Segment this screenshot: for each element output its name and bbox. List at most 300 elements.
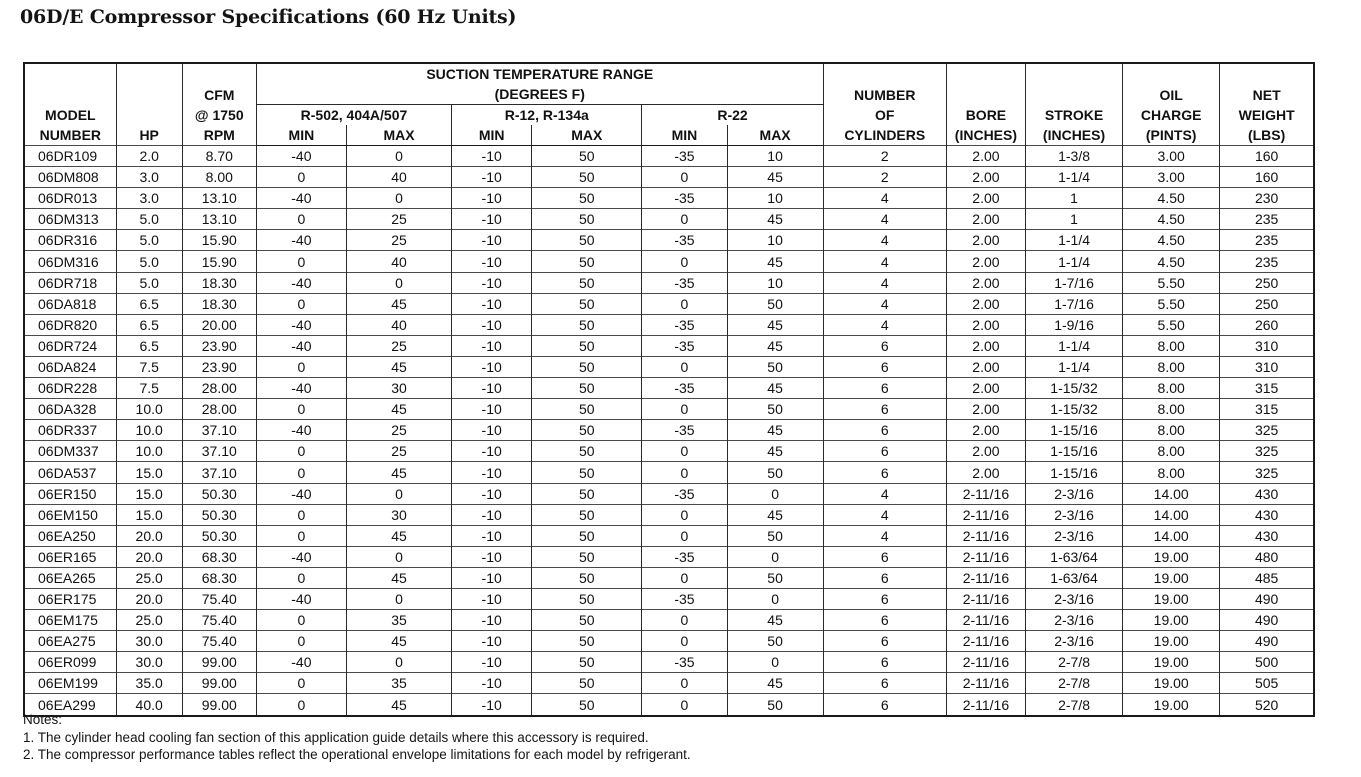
cell-r502-min: 0 bbox=[256, 209, 346, 230]
cell-net-weight: 490 bbox=[1220, 631, 1314, 652]
cell-stroke: 2-3/16 bbox=[1025, 483, 1122, 504]
cell-model: 06EM199 bbox=[24, 673, 116, 694]
cell-hp: 6.5 bbox=[116, 335, 182, 356]
cell-r22-min: 0 bbox=[642, 251, 727, 272]
cell-bore: 2.00 bbox=[946, 230, 1025, 251]
header-cylinders bbox=[823, 63, 946, 146]
cell-cylinders: 6 bbox=[823, 673, 946, 694]
cell-r12-max: 50 bbox=[532, 462, 642, 483]
cell-r502-min: -40 bbox=[256, 230, 346, 251]
header-group-r12: R-12, R-134a bbox=[452, 105, 642, 126]
cell-r502-min: -40 bbox=[256, 378, 346, 399]
cell-model: 06EM175 bbox=[24, 610, 116, 631]
cell-r12-min: -10 bbox=[452, 504, 532, 525]
cell-bore: 2.00 bbox=[946, 167, 1025, 188]
cell-r12-min: -10 bbox=[452, 272, 532, 293]
cell-r502-max: 0 bbox=[346, 652, 451, 673]
cell-model: 06DM316 bbox=[24, 251, 116, 272]
cell-cylinders: 4 bbox=[823, 230, 946, 251]
cell-net-weight: 235 bbox=[1220, 251, 1314, 272]
cell-r12-max: 50 bbox=[532, 567, 642, 588]
table-header bbox=[24, 63, 1314, 146]
header-oil-line2: CHARGE bbox=[1140, 107, 1202, 123]
cell-r502-max: 40 bbox=[346, 167, 451, 188]
cell-hp: 15.0 bbox=[116, 462, 182, 483]
cell-stroke: 1 bbox=[1025, 209, 1122, 230]
cell-r12-min: -10 bbox=[452, 146, 532, 167]
cell-net-weight: 325 bbox=[1220, 462, 1314, 483]
cell-r502-min: 0 bbox=[256, 694, 346, 716]
cell-oil-charge: 5.50 bbox=[1123, 314, 1220, 335]
header-suction-line2: (DEGREES F) bbox=[494, 86, 585, 102]
table-row bbox=[24, 251, 1314, 272]
cell-cylinders: 6 bbox=[823, 610, 946, 631]
cell-r502-min: 0 bbox=[256, 399, 346, 420]
cell-stroke: 2-3/16 bbox=[1025, 504, 1122, 525]
header-stroke-line2: (INCHES) bbox=[1042, 127, 1106, 143]
header-min: MIN bbox=[642, 125, 727, 146]
cell-cfm: 75.40 bbox=[182, 610, 256, 631]
cell-r12-max: 50 bbox=[532, 251, 642, 272]
cell-r502-max: 45 bbox=[346, 631, 451, 652]
cell-r12-min: -10 bbox=[452, 462, 532, 483]
cell-cylinders: 4 bbox=[823, 251, 946, 272]
cell-r22-min: 0 bbox=[642, 567, 727, 588]
cell-r502-max: 30 bbox=[346, 378, 451, 399]
cell-oil-charge: 19.00 bbox=[1123, 631, 1220, 652]
cell-stroke: 1-63/64 bbox=[1025, 567, 1122, 588]
cell-r502-min: 0 bbox=[256, 673, 346, 694]
cell-stroke: 2-3/16 bbox=[1025, 588, 1122, 609]
cell-r12-min: -10 bbox=[452, 652, 532, 673]
cell-model: 06DR718 bbox=[24, 272, 116, 293]
cell-cfm: 75.40 bbox=[182, 631, 256, 652]
cell-cfm: 18.30 bbox=[182, 272, 256, 293]
cell-model: 06DA824 bbox=[24, 356, 116, 377]
cell-oil-charge: 19.00 bbox=[1123, 546, 1220, 567]
table-row bbox=[24, 146, 1314, 167]
cell-r502-min: 0 bbox=[256, 441, 346, 462]
header-weight-line1: NET bbox=[1252, 87, 1281, 103]
cell-oil-charge: 14.00 bbox=[1123, 525, 1220, 546]
header-min: MIN bbox=[452, 125, 532, 146]
cell-cfm: 15.90 bbox=[182, 230, 256, 251]
cell-net-weight: 250 bbox=[1220, 272, 1314, 293]
cell-model: 06EA265 bbox=[24, 567, 116, 588]
cell-cylinders: 6 bbox=[823, 694, 946, 716]
cell-r502-min: -40 bbox=[256, 146, 346, 167]
cell-r502-min: 0 bbox=[256, 167, 346, 188]
cell-net-weight: 310 bbox=[1220, 356, 1314, 377]
cell-stroke: 1-15/32 bbox=[1025, 399, 1122, 420]
cell-cylinders: 4 bbox=[823, 525, 946, 546]
header-cylinders-line1: NUMBER bbox=[854, 87, 916, 103]
cell-stroke: 1-15/32 bbox=[1025, 378, 1122, 399]
cell-oil-charge: 5.50 bbox=[1123, 293, 1220, 314]
cell-r502-max: 40 bbox=[346, 251, 451, 272]
cell-r12-max: 50 bbox=[532, 652, 642, 673]
cell-stroke: 2-3/16 bbox=[1025, 525, 1122, 546]
cell-r22-max: 45 bbox=[727, 378, 823, 399]
header-stroke-line1: STROKE bbox=[1044, 107, 1104, 123]
cell-r22-min: -35 bbox=[642, 588, 727, 609]
cell-r502-max: 45 bbox=[346, 567, 451, 588]
cell-r502-max: 40 bbox=[346, 314, 451, 335]
cell-cfm: 68.30 bbox=[182, 546, 256, 567]
cell-bore: 2-11/16 bbox=[946, 694, 1025, 716]
table-row bbox=[24, 293, 1314, 314]
header-max: MAX bbox=[346, 125, 451, 146]
cell-cylinders: 6 bbox=[823, 588, 946, 609]
cell-r22-min: 0 bbox=[642, 631, 727, 652]
cell-r22-max: 45 bbox=[727, 167, 823, 188]
cell-cylinders: 6 bbox=[823, 567, 946, 588]
cell-stroke: 2-3/16 bbox=[1025, 610, 1122, 631]
cell-r22-max: 50 bbox=[727, 567, 823, 588]
cell-r22-min: 0 bbox=[642, 673, 727, 694]
table-row bbox=[24, 230, 1314, 251]
cell-r12-max: 50 bbox=[532, 420, 642, 441]
cell-r22-min: -35 bbox=[642, 335, 727, 356]
cell-r12-max: 50 bbox=[532, 272, 642, 293]
cell-r12-min: -10 bbox=[452, 525, 532, 546]
table-row bbox=[24, 567, 1314, 588]
cell-model: 06DA818 bbox=[24, 293, 116, 314]
cell-hp: 5.0 bbox=[116, 272, 182, 293]
cell-oil-charge: 3.00 bbox=[1123, 167, 1220, 188]
cell-stroke: 1-15/16 bbox=[1025, 462, 1122, 483]
cell-bore: 2-11/16 bbox=[946, 525, 1025, 546]
cell-stroke: 1-7/16 bbox=[1025, 272, 1122, 293]
cell-cfm: 99.00 bbox=[182, 694, 256, 716]
cell-bore: 2.00 bbox=[946, 209, 1025, 230]
cell-hp: 10.0 bbox=[116, 399, 182, 420]
cell-r502-min: -40 bbox=[256, 546, 346, 567]
cell-r22-min: -35 bbox=[642, 314, 727, 335]
cell-cfm: 37.10 bbox=[182, 441, 256, 462]
cell-stroke: 1 bbox=[1025, 188, 1122, 209]
cell-cylinders: 6 bbox=[823, 462, 946, 483]
compressor-spec-table bbox=[23, 62, 1315, 717]
cell-r12-min: -10 bbox=[452, 335, 532, 356]
cell-r22-max: 45 bbox=[727, 610, 823, 631]
table-row bbox=[24, 483, 1314, 504]
cell-r502-min: -40 bbox=[256, 652, 346, 673]
cell-model: 06ER150 bbox=[24, 483, 116, 504]
cell-bore: 2.00 bbox=[946, 251, 1025, 272]
cell-stroke: 1-15/16 bbox=[1025, 441, 1122, 462]
cell-r22-min: -35 bbox=[642, 378, 727, 399]
cell-cfm: 68.30 bbox=[182, 567, 256, 588]
cell-cfm: 20.00 bbox=[182, 314, 256, 335]
cell-bore: 2.00 bbox=[946, 335, 1025, 356]
table-row bbox=[24, 188, 1314, 209]
cell-model: 06EA250 bbox=[24, 525, 116, 546]
cell-net-weight: 160 bbox=[1220, 146, 1314, 167]
cell-r22-max: 50 bbox=[727, 694, 823, 716]
cell-r502-max: 25 bbox=[346, 441, 451, 462]
cell-net-weight: 315 bbox=[1220, 378, 1314, 399]
cell-cfm: 23.90 bbox=[182, 356, 256, 377]
cell-stroke: 1-7/16 bbox=[1025, 293, 1122, 314]
cell-r22-min: -35 bbox=[642, 272, 727, 293]
cell-r502-max: 45 bbox=[346, 399, 451, 420]
cell-net-weight: 430 bbox=[1220, 504, 1314, 525]
cell-r502-min: 0 bbox=[256, 525, 346, 546]
cell-r22-max: 0 bbox=[727, 588, 823, 609]
cell-r22-max: 10 bbox=[727, 230, 823, 251]
cell-r12-max: 50 bbox=[532, 209, 642, 230]
table-row bbox=[24, 420, 1314, 441]
cell-r22-min: 0 bbox=[642, 209, 727, 230]
cell-r502-max: 0 bbox=[346, 146, 451, 167]
cell-oil-charge: 8.00 bbox=[1123, 335, 1220, 356]
cell-cfm: 13.10 bbox=[182, 188, 256, 209]
header-model-line2: NUMBER bbox=[39, 127, 102, 143]
cell-r22-max: 50 bbox=[727, 462, 823, 483]
cell-r502-min: -40 bbox=[256, 420, 346, 441]
cell-r502-max: 0 bbox=[346, 483, 451, 504]
cell-net-weight: 325 bbox=[1220, 441, 1314, 462]
cell-r22-max: 45 bbox=[727, 335, 823, 356]
cell-cfm: 28.00 bbox=[182, 399, 256, 420]
cell-r12-min: -10 bbox=[452, 399, 532, 420]
cell-cylinders: 6 bbox=[823, 420, 946, 441]
cell-oil-charge: 19.00 bbox=[1123, 652, 1220, 673]
cell-cylinders: 6 bbox=[823, 399, 946, 420]
cell-oil-charge: 4.50 bbox=[1123, 188, 1220, 209]
table-body bbox=[24, 146, 1314, 716]
cell-r22-max: 10 bbox=[727, 272, 823, 293]
cell-stroke: 1-1/4 bbox=[1025, 167, 1122, 188]
cell-r12-min: -10 bbox=[452, 610, 532, 631]
cell-cylinders: 2 bbox=[823, 146, 946, 167]
cell-oil-charge: 5.50 bbox=[1123, 272, 1220, 293]
cell-r22-max: 0 bbox=[727, 546, 823, 567]
cell-bore: 2-11/16 bbox=[946, 483, 1025, 504]
header-cfm-line2: @ 1750 bbox=[194, 107, 244, 123]
cell-bore: 2-11/16 bbox=[946, 610, 1025, 631]
table-row bbox=[24, 546, 1314, 567]
cell-r22-max: 50 bbox=[727, 399, 823, 420]
header-cylinders-line2: OF bbox=[875, 107, 895, 123]
header-oil-charge bbox=[1123, 63, 1220, 146]
cell-r22-max: 50 bbox=[727, 356, 823, 377]
cell-r502-min: 0 bbox=[256, 610, 346, 631]
cell-model: 06ER165 bbox=[24, 546, 116, 567]
cell-cfm: 50.30 bbox=[182, 525, 256, 546]
cell-net-weight: 260 bbox=[1220, 314, 1314, 335]
cell-r22-max: 45 bbox=[727, 504, 823, 525]
cell-cfm: 8.00 bbox=[182, 167, 256, 188]
table-row bbox=[24, 167, 1314, 188]
cell-model: 06ER175 bbox=[24, 588, 116, 609]
cell-r502-min: 0 bbox=[256, 356, 346, 377]
header-model bbox=[24, 63, 116, 146]
cell-hp: 7.5 bbox=[116, 356, 182, 377]
cell-r502-max: 35 bbox=[346, 673, 451, 694]
cell-bore: 2.00 bbox=[946, 146, 1025, 167]
cell-bore: 2-11/16 bbox=[946, 652, 1025, 673]
cell-r502-min: 0 bbox=[256, 251, 346, 272]
cell-r12-max: 50 bbox=[532, 546, 642, 567]
cell-r502-max: 25 bbox=[346, 209, 451, 230]
table-row bbox=[24, 631, 1314, 652]
cell-net-weight: 315 bbox=[1220, 399, 1314, 420]
cell-bore: 2.00 bbox=[946, 293, 1025, 314]
cell-stroke: 1-3/8 bbox=[1025, 146, 1122, 167]
cell-r22-max: 45 bbox=[727, 673, 823, 694]
cell-r22-min: -35 bbox=[642, 483, 727, 504]
cell-r502-min: -40 bbox=[256, 188, 346, 209]
table-row bbox=[24, 652, 1314, 673]
cell-hp: 35.0 bbox=[116, 673, 182, 694]
cell-r12-max: 50 bbox=[532, 167, 642, 188]
cell-model: 06DM337 bbox=[24, 441, 116, 462]
cell-cylinders: 6 bbox=[823, 546, 946, 567]
note-item: 2. The compressor performance tables reflect the operational envelope limitations for each model by refrigerant. bbox=[23, 747, 691, 762]
cell-r502-max: 0 bbox=[346, 188, 451, 209]
cell-stroke: 1-1/4 bbox=[1025, 251, 1122, 272]
cell-oil-charge: 8.00 bbox=[1123, 462, 1220, 483]
cell-r12-max: 50 bbox=[532, 146, 642, 167]
cell-cfm: 37.10 bbox=[182, 462, 256, 483]
cell-stroke: 1-1/4 bbox=[1025, 356, 1122, 377]
cell-r22-max: 45 bbox=[727, 420, 823, 441]
cell-cylinders: 6 bbox=[823, 378, 946, 399]
cell-model: 06DR316 bbox=[24, 230, 116, 251]
header-max: MAX bbox=[532, 125, 642, 146]
cell-r12-max: 50 bbox=[532, 378, 642, 399]
cell-r22-min: 0 bbox=[642, 610, 727, 631]
cell-model: 06DR724 bbox=[24, 335, 116, 356]
cell-net-weight: 485 bbox=[1220, 567, 1314, 588]
header-min: MIN bbox=[256, 125, 346, 146]
cell-cylinders: 6 bbox=[823, 631, 946, 652]
cell-hp: 30.0 bbox=[116, 631, 182, 652]
cell-model: 06EA299 bbox=[24, 694, 116, 716]
header-oil-line1: OIL bbox=[1159, 87, 1183, 103]
cell-hp: 25.0 bbox=[116, 567, 182, 588]
cell-r12-min: -10 bbox=[452, 167, 532, 188]
cell-cylinders: 6 bbox=[823, 356, 946, 377]
cell-bore: 2-11/16 bbox=[946, 546, 1025, 567]
header-weight-line3: (LBS) bbox=[1247, 127, 1286, 143]
header-suction-range bbox=[256, 63, 823, 105]
cell-hp: 20.0 bbox=[116, 525, 182, 546]
cell-stroke: 1-1/4 bbox=[1025, 335, 1122, 356]
table-row bbox=[24, 209, 1314, 230]
table-row bbox=[24, 441, 1314, 462]
cell-oil-charge: 8.00 bbox=[1123, 399, 1220, 420]
cell-cylinders: 4 bbox=[823, 293, 946, 314]
header-net-weight bbox=[1220, 63, 1314, 146]
cell-oil-charge: 8.00 bbox=[1123, 441, 1220, 462]
cell-r502-min: -40 bbox=[256, 314, 346, 335]
cell-model: 06DA537 bbox=[24, 462, 116, 483]
header-group-r22: R-22 bbox=[642, 105, 823, 126]
cell-r502-min: 0 bbox=[256, 462, 346, 483]
cell-r22-min: -35 bbox=[642, 188, 727, 209]
cell-r22-max: 10 bbox=[727, 188, 823, 209]
cell-r502-min: 0 bbox=[256, 504, 346, 525]
cell-hp: 30.0 bbox=[116, 652, 182, 673]
header-oil-line3: (PINTS) bbox=[1145, 127, 1197, 143]
cell-stroke: 2-3/16 bbox=[1025, 631, 1122, 652]
cell-bore: 2.00 bbox=[946, 420, 1025, 441]
header-model-line1: MODEL bbox=[45, 107, 96, 123]
cell-oil-charge: 14.00 bbox=[1123, 504, 1220, 525]
cell-r502-max: 25 bbox=[346, 230, 451, 251]
cell-hp: 5.0 bbox=[116, 209, 182, 230]
cell-bore: 2-11/16 bbox=[946, 567, 1025, 588]
table-row bbox=[24, 314, 1314, 335]
cell-model: 06DR228 bbox=[24, 378, 116, 399]
header-bore bbox=[946, 63, 1025, 146]
header-cfm-line1: CFM bbox=[204, 87, 235, 103]
cell-r12-max: 50 bbox=[532, 504, 642, 525]
cell-hp: 40.0 bbox=[116, 694, 182, 716]
cell-r22-max: 50 bbox=[727, 631, 823, 652]
cell-r22-min: 0 bbox=[642, 525, 727, 546]
cell-hp: 3.0 bbox=[116, 167, 182, 188]
cell-cylinders: 6 bbox=[823, 441, 946, 462]
cell-net-weight: 490 bbox=[1220, 588, 1314, 609]
cell-oil-charge: 19.00 bbox=[1123, 694, 1220, 716]
cell-model: 06EA275 bbox=[24, 631, 116, 652]
cell-bore: 2.00 bbox=[946, 188, 1025, 209]
cell-r12-min: -10 bbox=[452, 420, 532, 441]
cell-net-weight: 490 bbox=[1220, 610, 1314, 631]
cell-stroke: 1-63/64 bbox=[1025, 546, 1122, 567]
cell-r22-min: -35 bbox=[642, 420, 727, 441]
cell-oil-charge: 8.00 bbox=[1123, 378, 1220, 399]
cell-r12-min: -10 bbox=[452, 314, 532, 335]
cell-net-weight: 505 bbox=[1220, 673, 1314, 694]
cell-r22-min: 0 bbox=[642, 441, 727, 462]
cell-r22-min: -35 bbox=[642, 146, 727, 167]
header-bore-line2: (INCHES) bbox=[954, 127, 1018, 143]
cell-net-weight: 430 bbox=[1220, 483, 1314, 504]
cell-r502-max: 45 bbox=[346, 293, 451, 314]
table-row bbox=[24, 588, 1314, 609]
cell-r22-max: 50 bbox=[727, 293, 823, 314]
header-max: MAX bbox=[727, 125, 823, 146]
cell-hp: 7.5 bbox=[116, 378, 182, 399]
cell-cfm: 15.90 bbox=[182, 251, 256, 272]
cell-r22-min: 0 bbox=[642, 293, 727, 314]
cell-oil-charge: 3.00 bbox=[1123, 146, 1220, 167]
cell-r502-max: 25 bbox=[346, 335, 451, 356]
cell-cfm: 28.00 bbox=[182, 378, 256, 399]
cell-model: 06DR109 bbox=[24, 146, 116, 167]
header-hp: HP bbox=[116, 63, 182, 146]
cell-hp: 6.5 bbox=[116, 293, 182, 314]
cell-r502-min: -40 bbox=[256, 483, 346, 504]
header-cfm bbox=[182, 63, 256, 146]
cell-cfm: 50.30 bbox=[182, 504, 256, 525]
cell-net-weight: 310 bbox=[1220, 335, 1314, 356]
cell-oil-charge: 4.50 bbox=[1123, 209, 1220, 230]
cell-oil-charge: 19.00 bbox=[1123, 610, 1220, 631]
cell-r502-max: 25 bbox=[346, 420, 451, 441]
cell-bore: 2.00 bbox=[946, 399, 1025, 420]
cell-r22-min: 0 bbox=[642, 399, 727, 420]
cell-stroke: 2-7/8 bbox=[1025, 694, 1122, 716]
cell-r22-min: 0 bbox=[642, 694, 727, 716]
cell-cfm: 75.40 bbox=[182, 588, 256, 609]
cell-r12-min: -10 bbox=[452, 567, 532, 588]
